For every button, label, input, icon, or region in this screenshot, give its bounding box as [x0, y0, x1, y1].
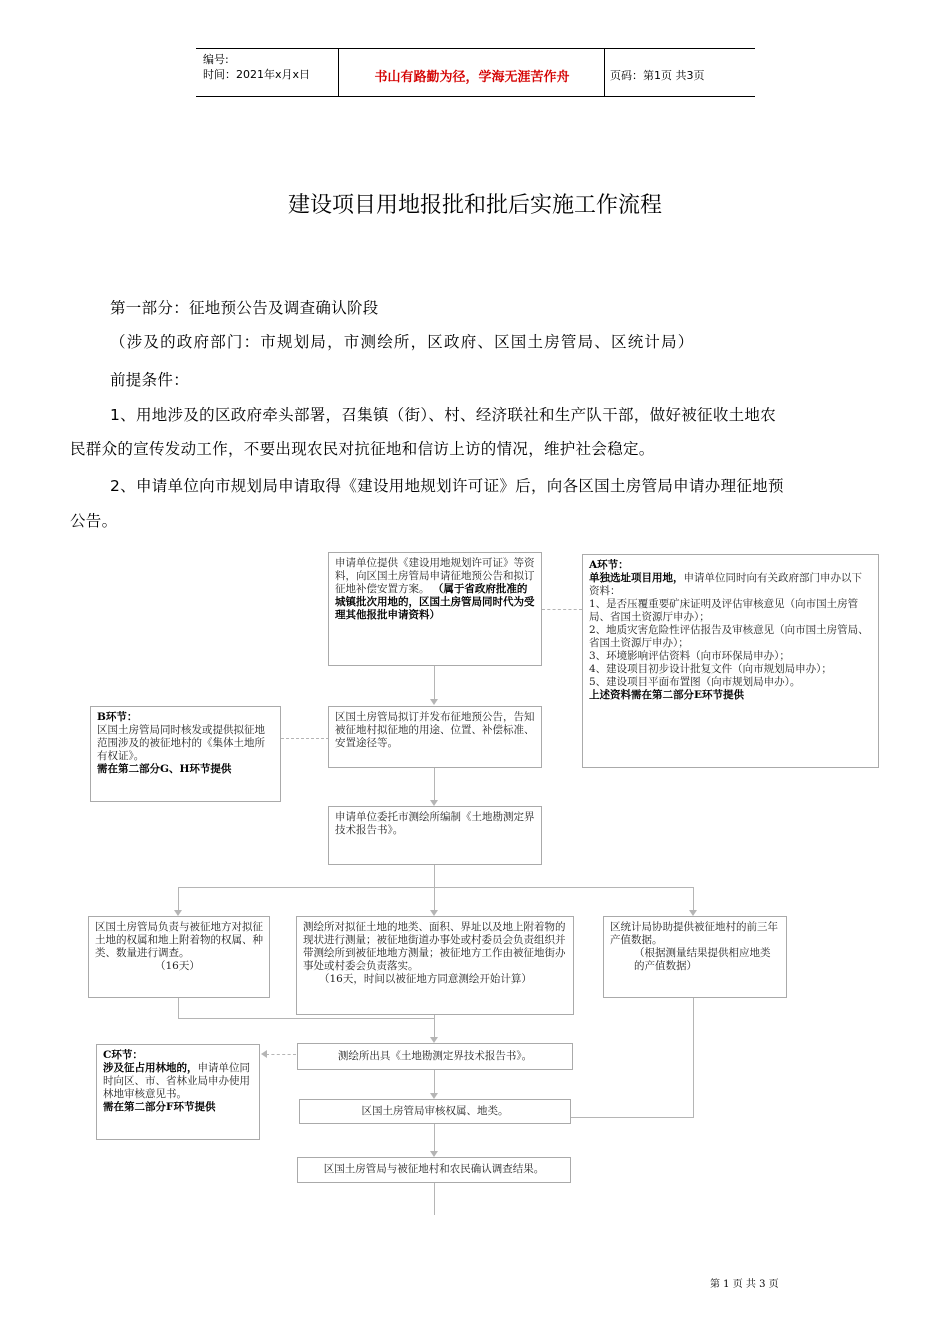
- ownership-text: 区国土房管局负责与被征地方对拟征土地的权属和地上附着物的权属、种类、数量进行调查。: [95, 921, 263, 959]
- box-a-item: 2、地质灾害危险性评估报告及审核意见（向市国土房管局、省国土资源厅申办）；: [589, 624, 869, 649]
- header-divider-1: [338, 48, 339, 96]
- connector-2-3: [434, 768, 435, 801]
- flow-box-statistics: [603, 916, 787, 998]
- flow-box-ownership-survey: [88, 916, 270, 998]
- flow-box-report: 测绘所出具《土地勘测定界技术报告书》。: [297, 1043, 573, 1070]
- header-divider-2: [604, 48, 605, 96]
- flow-box-review: 区国土房管局审核权属、地类。: [299, 1099, 571, 1124]
- flow-box-apply: [328, 552, 542, 666]
- measurement-text: 测绘所对拟征土地的地类、面积、界址以及地上附着物的现状进行测量；被征地街道办事处或村委员会负责组织并带测绘所到被征地地方测量；被征地方工作由被征地街办事处或村委会负责落实。: [303, 921, 566, 972]
- time-label: 时间：2021年x月x日: [203, 68, 311, 81]
- box-a-item: 1、是否压覆重要矿床证明及评估审核意见（向市国土房管局、省国土资源厅申办）；: [589, 598, 859, 623]
- arrow-left-icon: [261, 1050, 267, 1058]
- connector-left: [178, 887, 179, 912]
- flow-box-c: [96, 1044, 260, 1140]
- arrow-down-icon: [430, 699, 438, 705]
- box-b-footer: 需在第二部分G、H环节提供: [97, 763, 232, 775]
- flow-box-survey-commission: 申请单位委托市测绘所编制《土地勘测定界技术报告书》。: [328, 806, 542, 865]
- header-page-info: 页码：第1页 共3页: [610, 69, 705, 82]
- connector-right: [693, 887, 694, 912]
- connector-5-6: [434, 1124, 435, 1152]
- dash-link-b: [281, 738, 329, 739]
- header-motto: 书山有路勤为径，学海无涯苦作舟: [374, 70, 570, 85]
- flow-box-b: [90, 706, 281, 802]
- condition-2-line-2: 公告。: [70, 512, 118, 530]
- box-a-title: A环节：: [589, 559, 629, 571]
- statistics-note: （根据测量结果提供相应地类的产值数据）: [634, 947, 771, 972]
- header-bottom-rule: [196, 96, 755, 97]
- connector-mid: [434, 887, 435, 912]
- connector-right-down: [693, 998, 694, 1118]
- box-b-title: B环节：: [97, 711, 138, 723]
- dash-link-c: [266, 1054, 296, 1055]
- connector-mid-4: [434, 1015, 435, 1038]
- split-line: [178, 887, 693, 888]
- box-c-bold: 涉及征占用林地的，: [103, 1062, 198, 1074]
- dash-link-a: [542, 609, 582, 610]
- connector-left-down: [178, 998, 179, 1018]
- box-c-text: 申请单位同时向区、市、省林业局申办使用林地审核意见书。: [103, 1062, 250, 1100]
- connector-3-split: [434, 865, 435, 887]
- box-a-item: 3、环境影响评估资料（向市环保局申办）；: [589, 650, 790, 662]
- flow-box-measurement: [296, 916, 574, 1015]
- condition-2-line-1: 2、申请单位向市规划局申请取得《建设用地规划许可证》后，向各区国土房管局申请办理征地预: [110, 477, 784, 495]
- connector-6-next: [434, 1183, 435, 1215]
- connector-4-5: [434, 1070, 435, 1094]
- box-b-text: 区国土房管局同时核发或提供拟征地范围涉及的被征地村的《集体土地所有权证》。: [97, 724, 265, 762]
- page-footer: 第 1 页 共 3 页: [710, 1279, 779, 1290]
- box-c-footer: 需在第二部分F环节提供: [103, 1101, 216, 1113]
- box-c-title: C环节：: [103, 1049, 143, 1061]
- flow-box-a: [582, 554, 879, 768]
- flow-box-apply-text: 申请单位提供《建设用地规划许可证》等资料，向区国土房管局申请征地预公告和拟订征地补偿安置方案。: [335, 557, 535, 595]
- ownership-days: （16天）: [155, 960, 200, 972]
- number-label: 编号:: [203, 53, 229, 66]
- connector-left-join: [178, 1018, 434, 1019]
- connector-right-join: [571, 1117, 694, 1118]
- flow-box-apply-bold: （属于省政府批准的城镇批次用地的，区国土房管局同时代为受理其他报批申请资料）: [335, 583, 535, 621]
- document-title: 建设项目用地报批和批后实施工作流程: [287, 193, 662, 218]
- box-a-item: 4、建设项目初步设计批复文件（向市规划局申办）；: [589, 663, 832, 675]
- header-meta: [203, 52, 310, 82]
- prereq-label: 前提条件：: [110, 371, 190, 389]
- box-a-intro: 申请单位同时向有关政府部门申办以下资料：: [589, 572, 862, 597]
- header-top-rule: [196, 48, 755, 49]
- connector-1-2: [434, 666, 435, 700]
- section-heading: 第一部分：征地预公告及调查确认阶段: [110, 299, 379, 317]
- condition-1-line-1: 1、用地涉及的区政府牵头部署，召集镇（街）、村、经济联社和生产队干部，做好被征收土地农: [110, 406, 777, 424]
- measurement-days: （16天，时间以被征地方同意测绘开始计算）: [319, 973, 532, 985]
- box-a-footer: 上述资料需在第二部分E环节提供: [589, 689, 745, 701]
- box-a-intro-bold: 单独选址项目用地，: [589, 572, 684, 584]
- flow-box-notice: 区国土房管局拟订并发布征地预公告，告知被征地村拟征地的用途、位置、补偿标准、安置途径等。: [328, 706, 542, 768]
- box-a-item: 5、建设项目平面布置图（向市规划局申办）。: [589, 676, 801, 688]
- statistics-text: 区统计局协助提供被征地村的前三年产值数据。: [610, 921, 778, 946]
- condition-1-line-2: 民群众的宣传发动工作，不要出现农民对抗征地和信访上访的情况，维护社会稳定。: [70, 440, 655, 458]
- flow-box-confirm: 区国土房管局与被征地村和农民确认调查结果。: [297, 1157, 571, 1183]
- departments-note: （涉及的政府部门：市规划局，市测绘所，区政府、区国土房管局、区统计局）: [110, 333, 695, 351]
